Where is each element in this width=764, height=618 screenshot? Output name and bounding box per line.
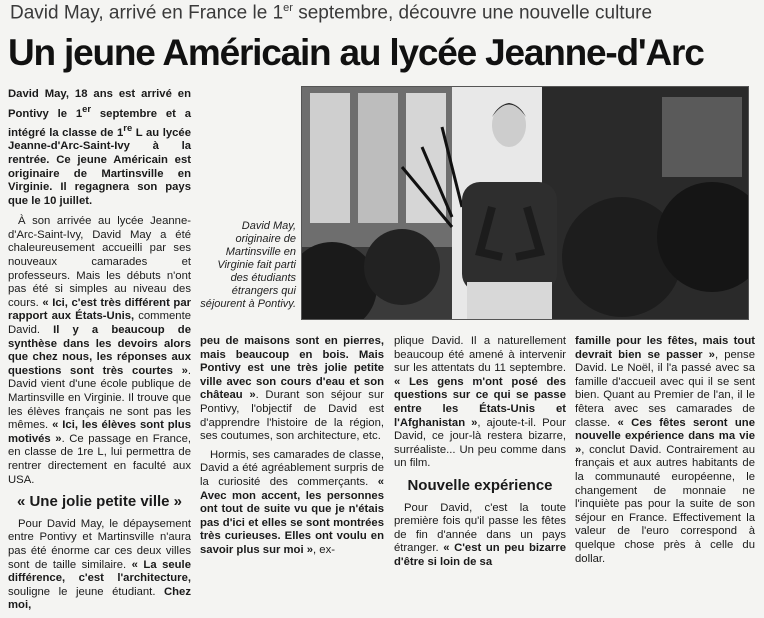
subheading: « Une jolie petite ville » xyxy=(16,493,183,511)
body-paragraph xyxy=(200,335,384,444)
body-paragraph xyxy=(394,335,566,471)
photo-caption: David May, originaire de Martinsville en Virginie fait parti des étudiants étrangers qui séjourent à Pontivy. xyxy=(200,220,296,310)
article-photo xyxy=(301,86,749,320)
bold-quote: « Ici, les élèves sont plus motivés » xyxy=(8,419,191,445)
body-text: À son arrivée au lycée Jeanne-d'Arc-Saint-Ivy, David May a été chaleureusement accueilli par ses nouveaux camarades et professeurs. Mais les débuts n'ont pas été si simples au niveau des cours. xyxy=(8,215,191,309)
body-paragraph xyxy=(200,449,384,558)
body-text: . Durant son séjour sur Pontivy, l'objectif de David est d'apprendre l'histoire de la région, ses coutumes, son architecture, etc. xyxy=(200,389,384,443)
bold-quote: « Avec mon accent, les personnes ont tout de suite vu que je n'étais pas d'ici et elles se sont montrées très curieuses. Elles ont voulu en savoir plus sur moi » xyxy=(200,475,384,556)
lead-paragraph xyxy=(8,88,191,208)
lead-text-b: septembre et a intégré la classe de 1 xyxy=(8,107,191,139)
subheading: Nouvelle expérience xyxy=(407,476,553,494)
bold-quote: peu de maisons sont en pierres, mais beaucoup en bois. Mais Pontivy est une très jolie petite ville avec son cours d'eau et son château » xyxy=(200,335,384,402)
body-text: Pour David May, le dépaysement entre Pontivy et Martinsville n'aura pas été énorme car ces deux villes sont de taille similaire. xyxy=(8,517,191,571)
bold-quote: Il y a beaucoup de synthèse dans les devoirs alors que chez nous, les réponses aux questions sont très courtes » xyxy=(8,324,191,377)
body-text: , ex- xyxy=(313,543,335,556)
lead-sup: er xyxy=(82,102,92,114)
kicker-text-end: septembre, découvre une nouvelle culture xyxy=(292,2,653,24)
bold-quote: « C'est un peu bizarre d'être si loin de sa xyxy=(394,542,566,568)
kicker-superscript: er xyxy=(283,2,293,14)
body-paragraph xyxy=(394,502,566,570)
body-text: , ajoute-t-il. Pour David, ce jour-là restera bizarre, surréaliste... Un peu comme dans un film. xyxy=(394,416,566,470)
article-column-4 xyxy=(575,335,755,571)
body-paragraph xyxy=(8,518,191,613)
photo-illustration xyxy=(302,87,748,319)
kicker-text: David May, arrivé en France le 1 xyxy=(10,2,284,24)
body-text: plique David. Il a naturellement beaucoup été amené à intervenir sur les attentats du 11 septembre. xyxy=(394,335,566,375)
body-text: . David vient d'une école publique de Martinsville en Virginie. Il trouve que les élèves français ne sont pas les mêmes. xyxy=(8,364,191,432)
bold-quote: Chez moi, xyxy=(8,585,191,612)
bold-quote: « Ces fêtes seront une nouvelle expérience dans ma vie » xyxy=(575,416,755,456)
bold-quote: « Les gens m'ont posé des questions sur ce qui se passe entre les États-Unis et l'Afghanistan » xyxy=(394,375,566,429)
body-text: Pour David, c'est la toute première fois qu'il passe les fêtes de fin d'année dans un pays étranger. xyxy=(394,501,566,555)
article-column-3 xyxy=(394,335,566,575)
article-column-1 xyxy=(8,88,191,618)
lead-text-a: David May, 18 ans est arrivé en Pontivy le 1 xyxy=(8,88,191,120)
bold-quote: « Ici, c'est très différent par rapport aux États-Unis, xyxy=(8,296,191,323)
bold-quote: « La seule différence, c'est l'architecture, xyxy=(8,558,191,585)
lead-text-c: L au lycée Jeanne-d'Arc-Saint-Ivy à la rentrée. Ce jeune Américain est originaire de Martinsville en Virginie. Il regagnera son pays que le 10 juillet. xyxy=(8,126,191,207)
bold-quote: famille pour les fêtes, mais tout devrait bien se passer » xyxy=(575,335,755,361)
body-paragraph xyxy=(8,215,191,487)
body-text: souligne le jeune étudiant. xyxy=(8,585,164,598)
lead-sup-2: re xyxy=(123,121,133,133)
body-text: Hormis, ses camarades de classe, David a été agréablement surpris de la curiosité des commerçants. xyxy=(200,448,384,488)
body-text: commente David. xyxy=(8,310,191,337)
kicker-line xyxy=(10,2,652,24)
article-column-2 xyxy=(200,335,384,563)
body-text: , conclut David. Contrairement au français et aux autres habitants de la communauté européenne, le changement de monnaie ne l'inquiète pas pour la suite de son séjour en France. Effectivement la valeur de l'euro correspond à quelque chose près à celle du dollar. xyxy=(575,443,755,565)
body-text: . Ce passage en France, en classe de 1re L, lui permettra de rentrer directement en faculté aux USA. xyxy=(8,432,191,486)
body-text: , pense David. Le Noël, il l'a passé avec sa famille d'accueil avec qui il se sent bien. Quant au Premier de l'an, il le fêtera avec ses camarades de classe. xyxy=(575,348,755,429)
headline: Un jeune Américain au lycée Jeanne-d'Arc xyxy=(8,32,704,73)
body-paragraph xyxy=(575,335,755,566)
